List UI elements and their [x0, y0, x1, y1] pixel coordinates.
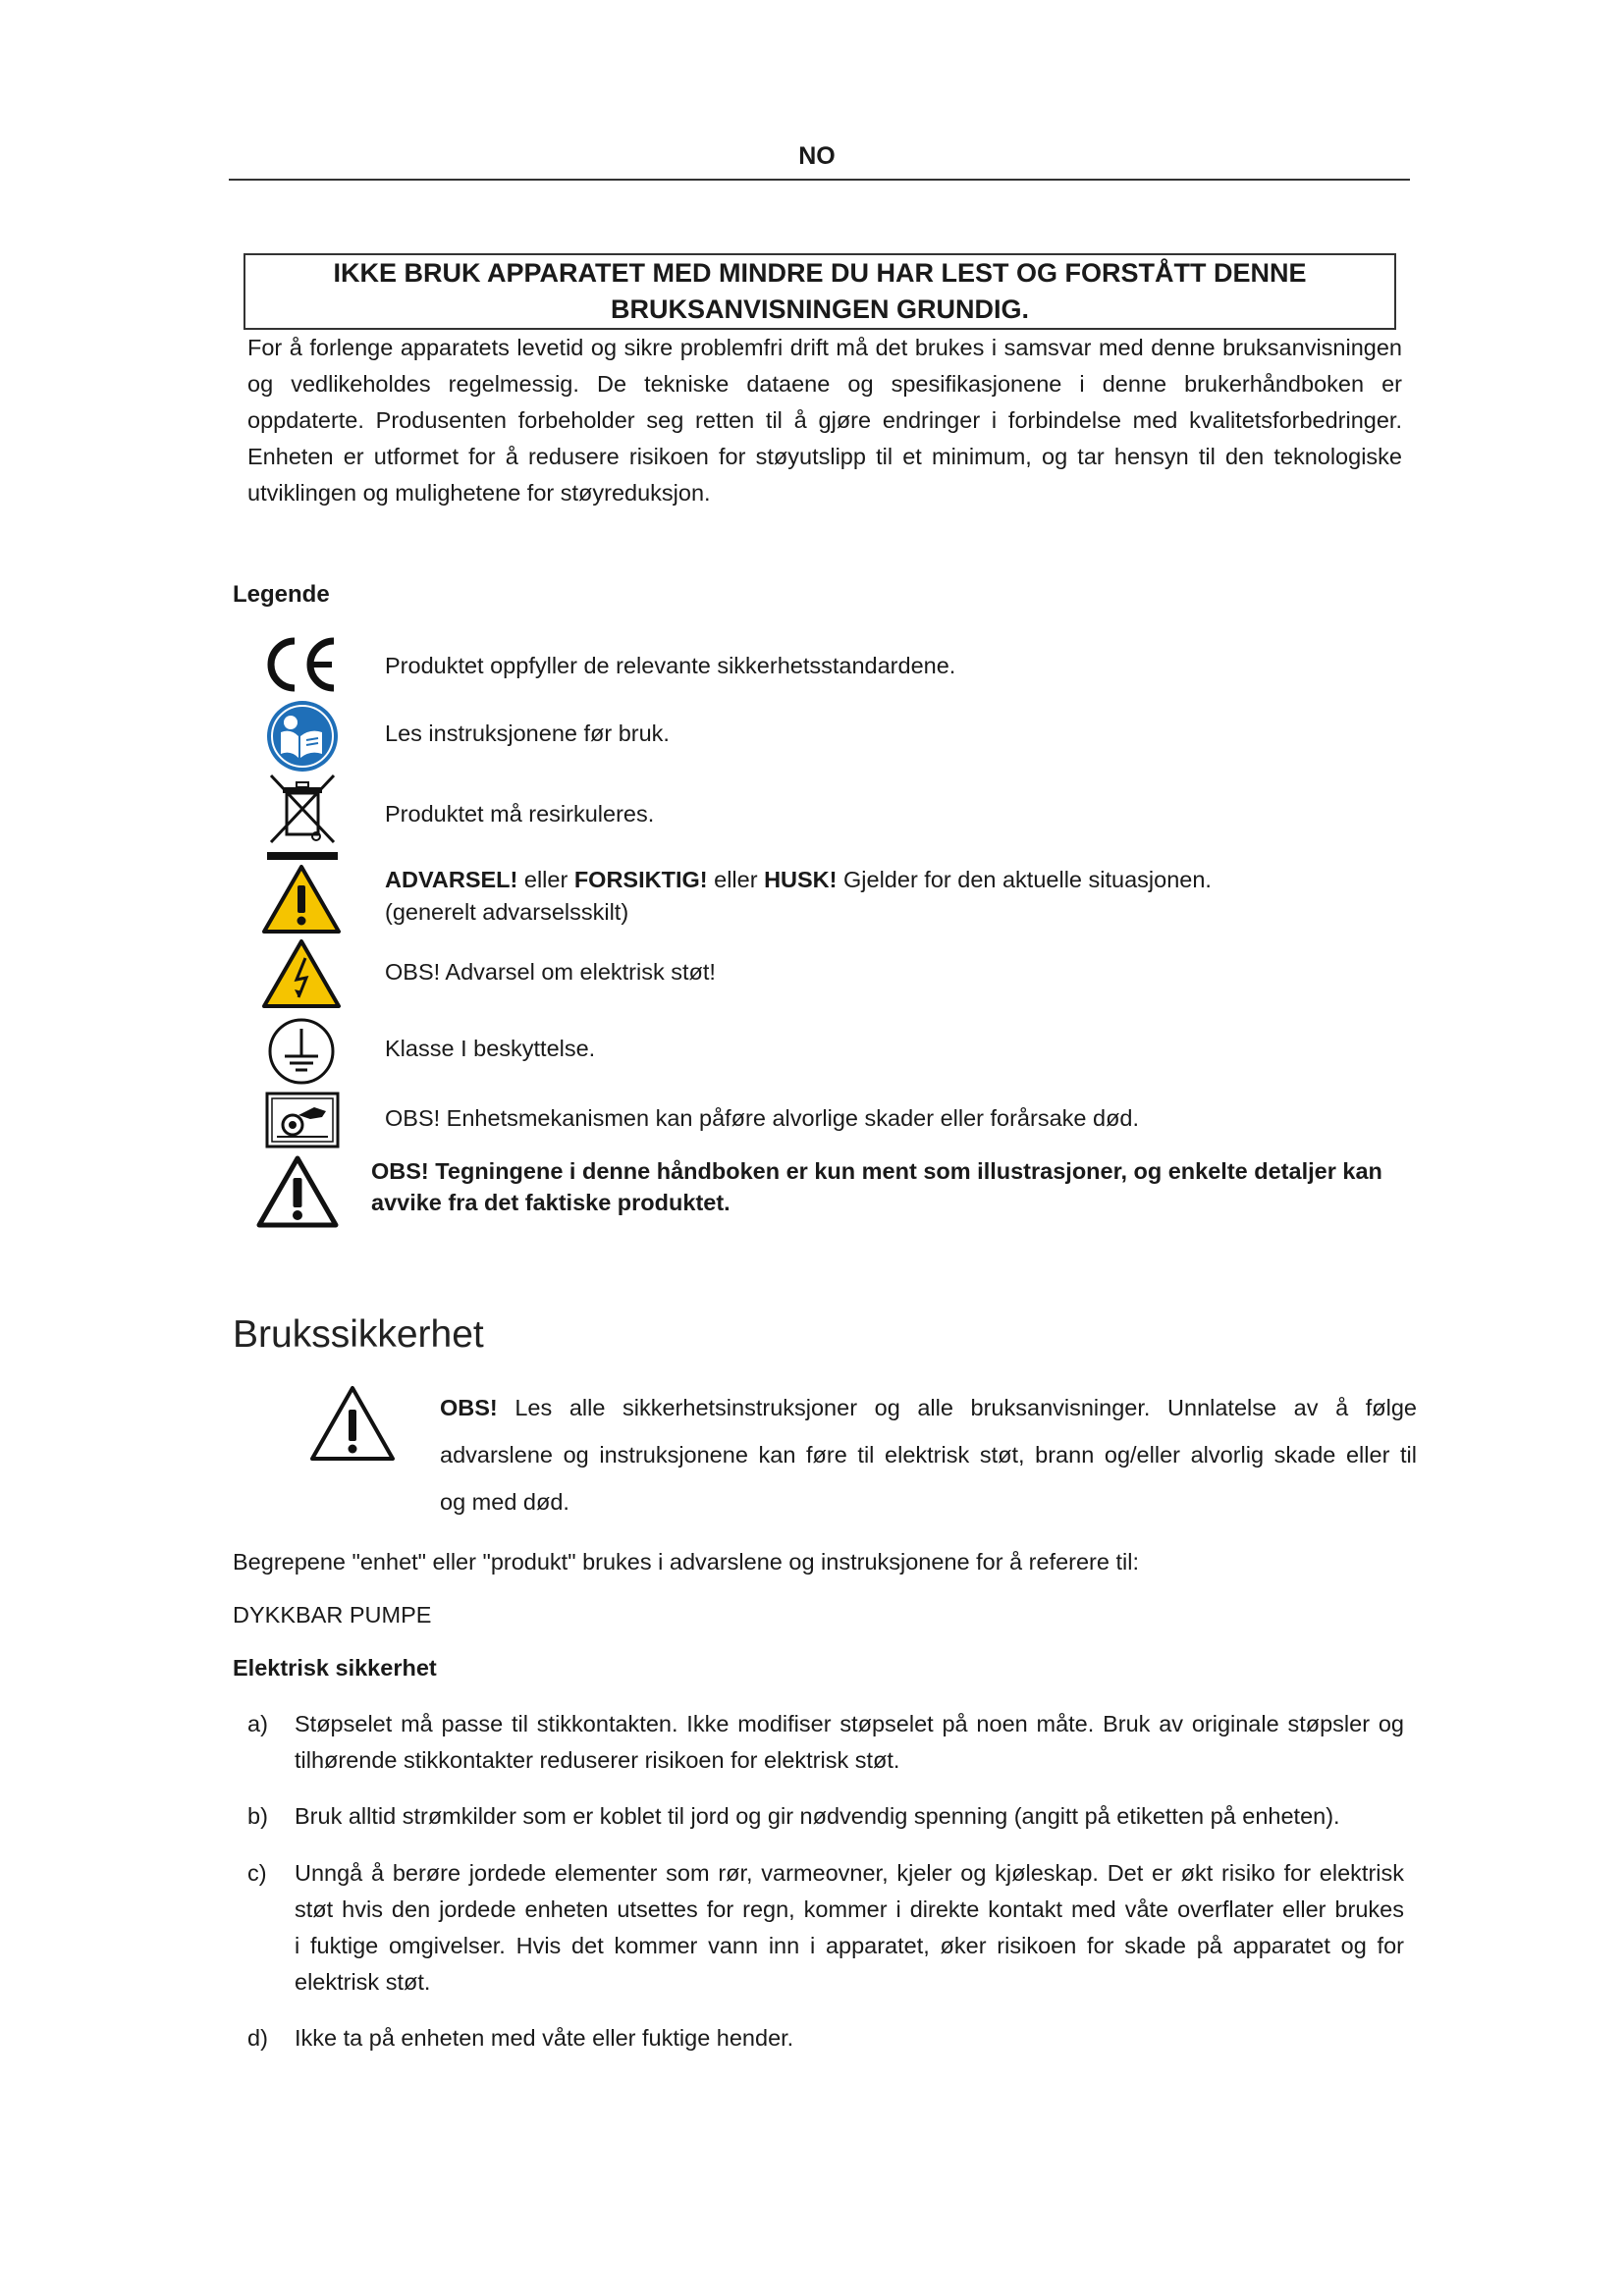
legend-text-electric: OBS! Advarsel om elektrisk støt! [385, 959, 716, 985]
obs-line: og med død. [440, 1489, 569, 1515]
legend-text-general-warning [385, 864, 1212, 929]
ce-mark-icon [265, 636, 342, 693]
warning-word-husk: HUSK! [764, 867, 838, 892]
intro-line: og vedlikeholdes regelmessig. De tekniske dataene og spesifikasjonene i denne brukerhåndboken er [247, 371, 1402, 397]
warning-connector: eller [517, 867, 574, 892]
electrical-safety-title: Elektrisk sikkerhet [233, 1655, 437, 1681]
legend-text-ce: Produktet oppfyller de relevante sikkerhetsstandardene. [385, 653, 956, 678]
safety-obs-paragraph [440, 1384, 1417, 1525]
legend-drawings-line-1: OBS! Tegningene i denne håndboken er kun ment som illustrasjoner, og enkelte detaljer kan [371, 1158, 1382, 1184]
legend-text-class1: Klasse I beskyttelse. [385, 1036, 596, 1061]
electric-shock-icon [261, 938, 342, 1009]
list-item-line: i fuktige omgivelser. Hvis det kommer vann inn i apparatet, øker risikoen for skade på apparatet og for [295, 1933, 1404, 1958]
read-manual-icon [265, 699, 340, 774]
warning-rest: Gjelder for den aktuelle situasjonen. [837, 867, 1212, 892]
header-rule [229, 179, 1410, 181]
list-item-line: tilhørende stikkontakter reduserer risikoen for elektrisk støt. [295, 1747, 900, 1773]
warning-word-advarsel: ADVARSEL! [385, 867, 518, 892]
list-item-label: c) [247, 1860, 267, 1886]
list-item-line: støt hvis den jordede enheten utsettes for regn, kommer i direkte kontakt med våte overflater eller brukes [295, 1896, 1404, 1922]
legend-title: Legende [233, 581, 330, 608]
warning-line-2: BRUKSANVISNINGEN GRUNDIG. [610, 294, 1030, 324]
crossed-bin-icon [263, 772, 342, 862]
list-item-line: Støpselet må passe til stikkontakten. Ikke modifiser støpselet på noen måte. Bruk av originale støpsler og [295, 1711, 1404, 1736]
intro-line: utviklingen og mulighetene for støyreduksjon. [247, 480, 711, 506]
obs-line-1-text: Les alle sikkerhetsinstruksjoner og alle bruksanvisninger. Unnlatelse av å følge [497, 1395, 1417, 1420]
list-item-label: b) [247, 1803, 268, 1829]
legend-text-read: Les instruksjonene før bruk. [385, 721, 670, 746]
list-item-line: Ikke ta på enheten med våte eller fuktige hender. [295, 2025, 794, 2051]
warning-triangle-icon [308, 1384, 397, 1463]
intro-line: oppdaterte. Produsenten forbeholder seg retten til å gjøre endringer i forbindelse med kvalitetsforbedringer. [247, 407, 1402, 433]
list-item-line: elektrisk støt. [295, 1969, 431, 1995]
obs-label: OBS! [440, 1395, 498, 1420]
intro-line: Enheten er utformet for å redusere risikoen for støyutslipp til et minimum, og tar hensyn til den teknologiske [247, 444, 1402, 469]
intro-line: For å forlenge apparatets levetid og sikre problemfri drift må det brukes i samsvar med denne bruksanvisningen [247, 335, 1402, 360]
intro-paragraph [247, 330, 1402, 511]
legend-warning-line-2: (generelt advarselsskilt) [385, 899, 629, 925]
legend-text-drawings [371, 1155, 1412, 1218]
legend-text-recycle: Produktet må resirkuleres. [385, 801, 655, 827]
list-item-line: Unngå å berøre jordede elementer som rør, varmeovner, kjeler og kjøleskap. Det er økt risiko for elektrisk [295, 1860, 1404, 1886]
obs-line [440, 1384, 1417, 1431]
warning-connector: eller [707, 867, 765, 892]
list-item-label: d) [247, 2025, 268, 2051]
hand-crush-icon [265, 1092, 340, 1148]
warning-word-forsiktig: FORSIKTIG! [573, 867, 708, 892]
general-warning-icon [261, 864, 342, 934]
legend-text-mechanism: OBS! Enhetsmekanismen kan påføre alvorlige skader eller forårsake død. [385, 1105, 1140, 1131]
legend-warning-line-1 [385, 864, 1212, 896]
exclamation-triangle-icon [255, 1154, 340, 1229]
obs-line: advarslene og instruksjonene kan føre til elektrisk støt, brann og/eller alvorlig skade eller til [440, 1442, 1417, 1468]
page-header-language: NO [798, 142, 836, 170]
product-name: DYKKBAR PUMPE [233, 1602, 432, 1628]
warning-box [244, 253, 1396, 330]
list-item-label: a) [247, 1711, 268, 1736]
warning-line-1: IKKE BRUK APPARATET MED MINDRE DU HAR LEST OG FORSTÅTT DENNE [333, 258, 1307, 288]
terms-paragraph: Begrepene "enhet" eller "produkt" brukes i advarslene og instruksjonene for å referere til: [233, 1549, 1139, 1575]
section-title-safety: Brukssikkerhet [233, 1313, 484, 1356]
ground-protection-icon [267, 1017, 336, 1086]
legend-drawings-line-2: avvike fra det faktiske produktet. [371, 1190, 731, 1215]
list-item-line: Bruk alltid strømkilder som er koblet til jord og gir nødvendig spenning (angitt på etiketten på enheten). [295, 1803, 1340, 1829]
